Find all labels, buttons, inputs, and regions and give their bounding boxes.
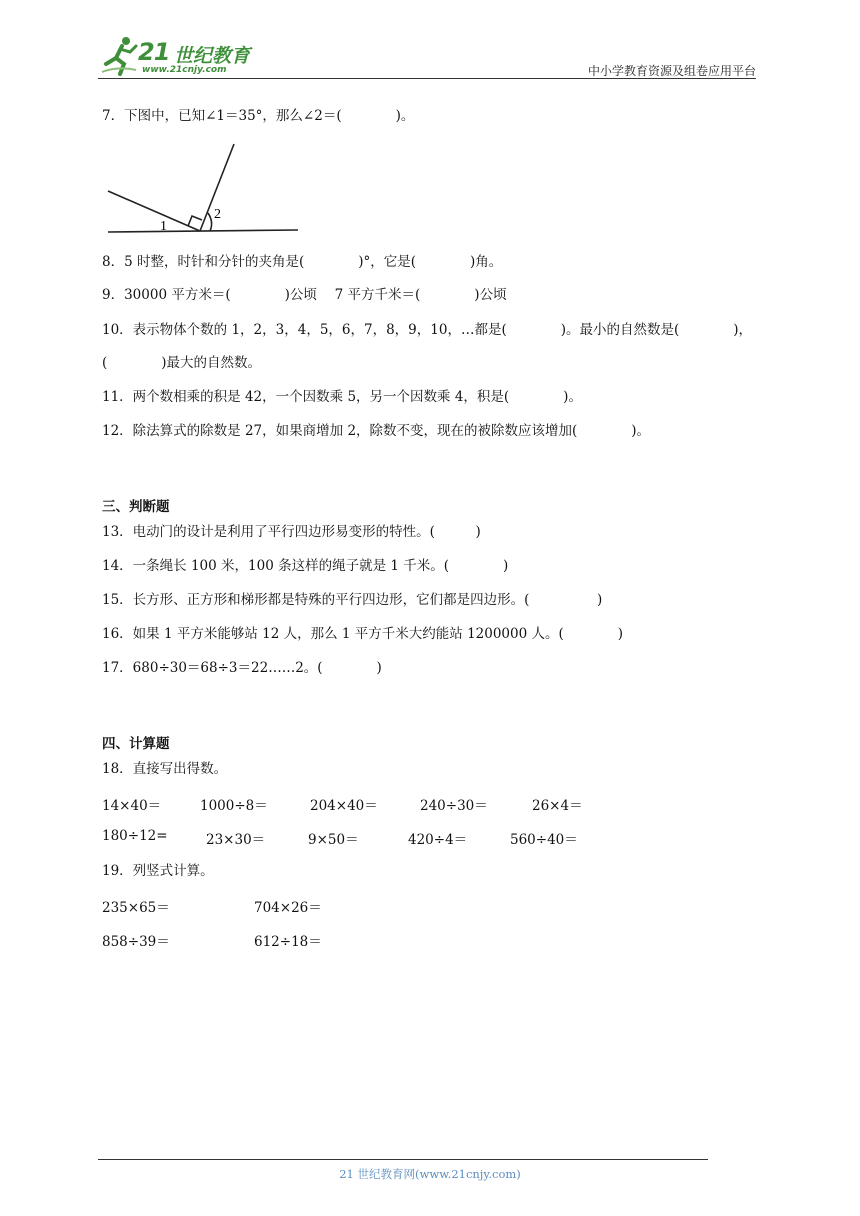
question-14: 14．一条绳长 100 米，100 条这样的绳子就是 1 千米。( ) [102,558,509,574]
logo-text: 世纪教育 [174,45,251,67]
footer-divider [98,1159,708,1160]
logo-url: www.21cnjy.com [142,65,227,75]
angle-1-label: 1 [160,219,167,234]
right-angle-mark [188,216,202,226]
footer-text[interactable]: 21 世纪教育网(www.21cnjy.com) [339,1167,521,1181]
vertical-calc-item: 612÷18＝ [254,934,322,950]
calc-item: 180÷12= [102,828,168,844]
section-4-title: 四、计算题 [102,736,170,752]
header-divider [98,78,756,79]
calc-item: 9×50＝ [308,832,359,848]
platform-title: 中小学教育资源及组卷应用平台 [587,64,756,78]
calc-item: 240÷30＝ [420,798,488,814]
runner-logo-icon [96,34,140,78]
baseline [108,230,298,232]
calc-item: 560÷40＝ [510,832,578,848]
angle-figure [104,138,304,238]
question-11: 11．两个数相乘的积是 42，一个因数乘 5，另一个因数乘 4，积是( )。 [102,389,582,405]
calc-item: 23×30＝ [206,832,266,848]
calc-item: 26×4＝ [532,798,583,814]
vertical-calc-item: 858÷39＝ [102,934,170,950]
vertical-calc-item: 704×26＝ [254,900,322,916]
question-7: 7．下图中，已知∠1＝35°，那么∠2＝( )。 [102,108,415,124]
calc-item: 204×40＝ [310,798,378,814]
angle-2-label: 2 [214,207,221,222]
section-3-title: 三、判断题 [102,499,170,515]
question-16: 16．如果 1 平方米能够站 12 人，那么 1 平方千米大约能站 1200000 人。( ) [102,626,624,642]
question-12: 12．除法算式的除数是 27，如果商增加 2，除数不变，现在的被除数应该增加( )。 [102,423,651,439]
ray-left [108,191,200,231]
calc-item: 1000÷8＝ [200,798,268,814]
site-logo [96,34,266,80]
question-10-line-2: ( )最大的自然数。 [102,355,262,371]
calc-item: 420÷4＝ [408,832,468,848]
angle-2-arc [208,213,212,231]
logo-number: 21 [138,38,170,66]
question-18: 18．直接写出得数。 [102,761,228,777]
question-10-line-1: 10．表示物体个数的 1，2，3，4，5，6，7，8，9，10，…都是( )。最小的自然数是( )， [102,322,753,338]
question-19: 19．列竖式计算。 [102,863,214,879]
vertical-calc-item: 235×65＝ [102,900,170,916]
question-17: 17．680÷30＝68÷3＝22……2。( ) [102,660,382,676]
question-13: 13．电动门的设计是利用了平行四边形易变形的特性。( ) [102,524,481,540]
question-15: 15．长方形、正方形和梯形都是特殊的平行四边形，它们都是四边形。( ) [102,592,603,608]
question-9: 9．30000 平方米＝( )公顷 7 平方千米＝( )公顷 [102,287,507,303]
calc-item: 14×40＝ [102,798,162,814]
question-8: 8．5 时整，时针和分针的夹角是( )°，它是( )角。 [102,254,503,270]
